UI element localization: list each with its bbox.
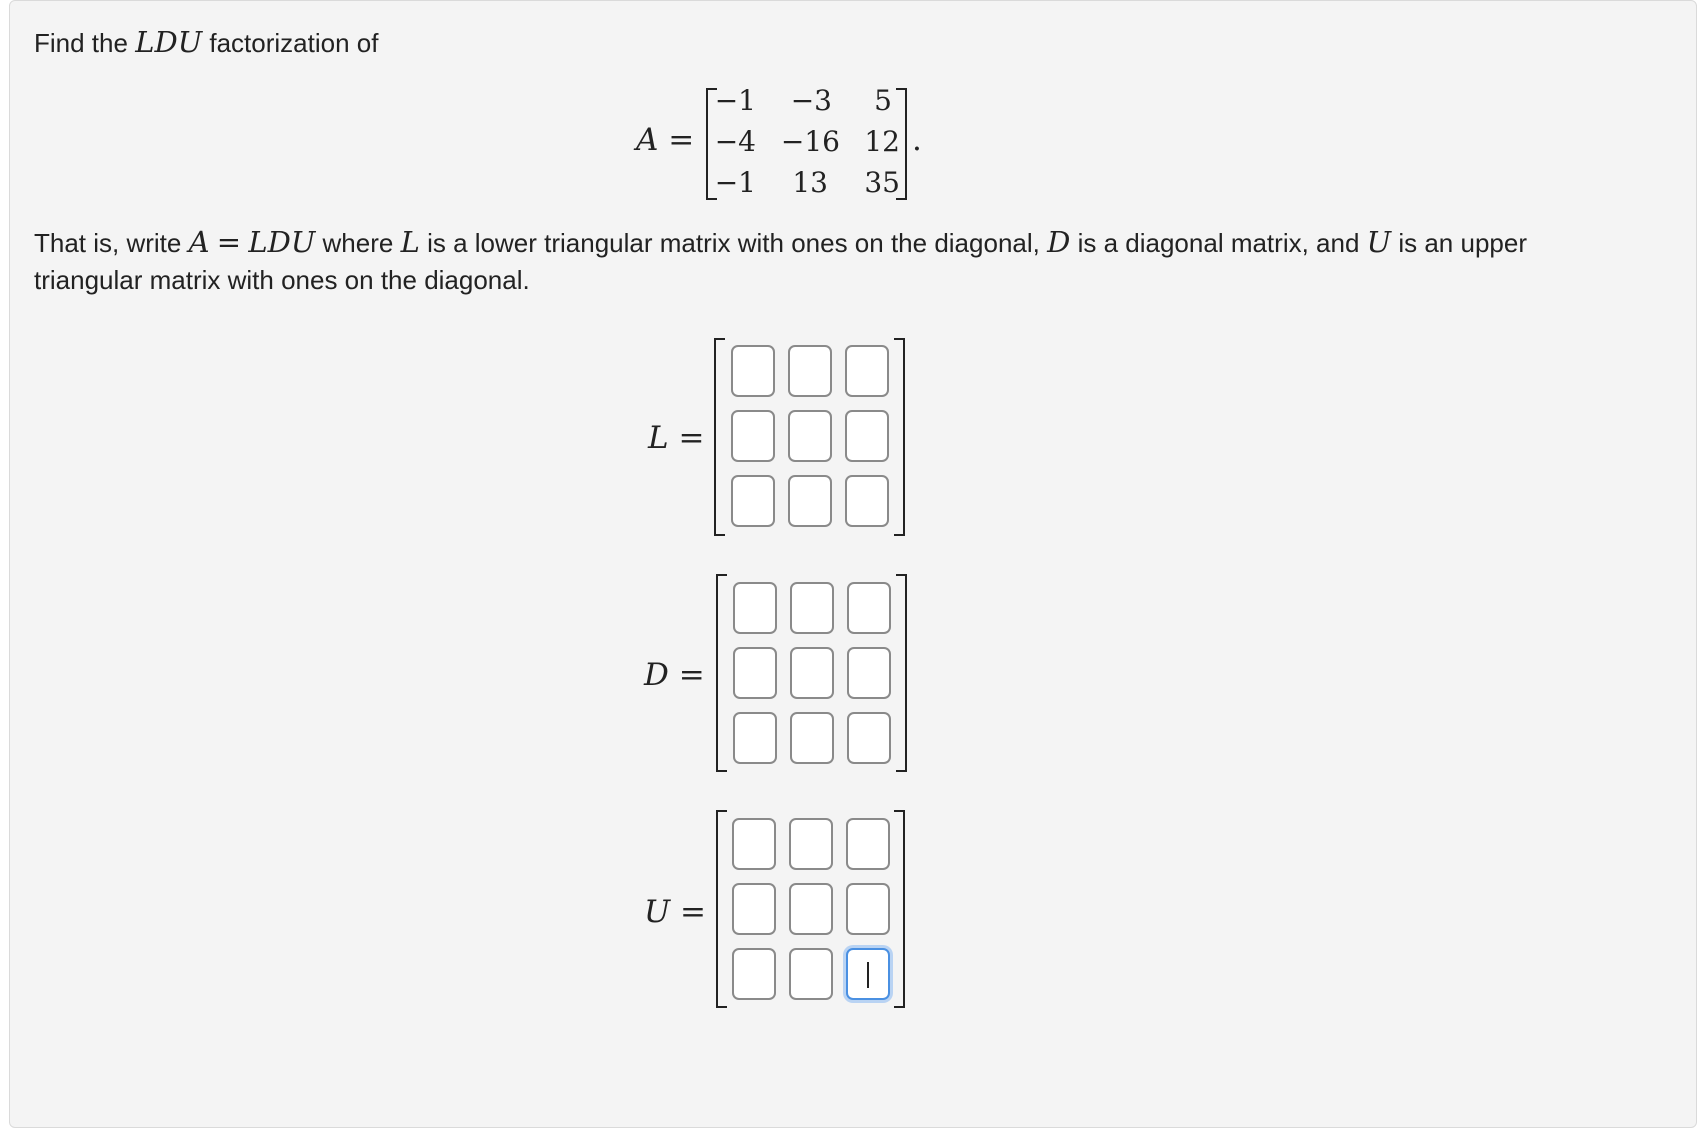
- l-input-r2c1[interactable]: [731, 410, 775, 462]
- description-text: [34, 222, 1684, 264]
- l-input-r1c2[interactable]: [788, 345, 832, 397]
- d-input-r3c1[interactable]: [733, 712, 777, 764]
- matrix-a-cell: −3: [790, 84, 832, 117]
- l-input-r3c3[interactable]: [845, 475, 889, 527]
- d-input-r2c3[interactable]: [847, 647, 891, 699]
- l-input-r3c1[interactable]: [731, 475, 775, 527]
- desc-var: D: [1047, 225, 1071, 259]
- equals-sign: =: [678, 420, 705, 456]
- text-caret: [867, 962, 869, 988]
- desc-var: A: [188, 225, 210, 259]
- matrix-a-cell: −4: [714, 125, 756, 158]
- matrix-a-cell: −16: [780, 125, 840, 158]
- desc-part: is an upper: [1398, 228, 1527, 258]
- matrix-l-label: [648, 420, 704, 456]
- matrix-d-right-bracket: [896, 574, 907, 772]
- l-input-r2c3[interactable]: [845, 410, 889, 462]
- matrix-a-period: .: [912, 122, 922, 158]
- d-input-r1c2[interactable]: [790, 582, 834, 634]
- matrix-a-cell: 35: [864, 166, 900, 199]
- desc-part: That is, write: [34, 228, 182, 258]
- l-input-r2c2[interactable]: [788, 410, 832, 462]
- desc-var: LDU: [248, 225, 316, 259]
- u-input-r3c2[interactable]: [789, 948, 833, 1000]
- matrix-d-label: [644, 657, 705, 693]
- equals-sign: =: [678, 657, 705, 693]
- matrix-a-cell: 13: [792, 166, 828, 199]
- intro-text: [34, 22, 378, 64]
- u-input-r1c1[interactable]: [732, 818, 776, 870]
- matrix-d-var: D: [644, 657, 669, 693]
- intro-suffix: factorization of: [209, 28, 379, 58]
- description-line2: triangular matrix with ones on the diagonal.: [34, 265, 530, 295]
- matrix-l-right-bracket: [894, 338, 905, 536]
- matrix-a-var: A: [636, 122, 659, 158]
- u-input-r1c2[interactable]: [789, 818, 833, 870]
- matrix-u-label: [644, 894, 706, 930]
- u-input-r3c3[interactable]: [846, 948, 890, 1000]
- d-input-r2c1[interactable]: [733, 647, 777, 699]
- d-input-r1c3[interactable]: [847, 582, 891, 634]
- desc-var: L: [400, 225, 420, 259]
- u-input-r2c2[interactable]: [789, 883, 833, 935]
- d-input-r3c2[interactable]: [790, 712, 834, 764]
- intro-prefix: Find the: [34, 28, 128, 58]
- d-input-r2c2[interactable]: [790, 647, 834, 699]
- desc-part: where: [322, 228, 394, 258]
- matrix-l-left-bracket: [714, 338, 725, 536]
- intro-var: LDU: [135, 25, 203, 59]
- matrix-u-left-bracket: [716, 810, 727, 1008]
- l-input-r1c3[interactable]: [845, 345, 889, 397]
- matrix-u-var: U: [644, 894, 671, 930]
- l-input-r3c2[interactable]: [788, 475, 832, 527]
- u-input-r1c3[interactable]: [846, 818, 890, 870]
- desc-part: is a lower triangular matrix with ones on the diagonal,: [427, 228, 1040, 258]
- matrix-a-cell: −1: [714, 166, 756, 199]
- matrix-d-left-bracket: [716, 574, 727, 772]
- matrix-u-right-bracket: [894, 810, 905, 1008]
- u-input-r2c3[interactable]: [846, 883, 890, 935]
- desc-part: is a diagonal matrix, and: [1077, 228, 1360, 258]
- d-input-r1c1[interactable]: [733, 582, 777, 634]
- desc-equals: =: [216, 225, 242, 259]
- matrix-a-cell: 12: [864, 125, 900, 158]
- desc-var: U: [1366, 225, 1392, 259]
- l-input-r1c1[interactable]: [731, 345, 775, 397]
- matrix-a-cell: −1: [714, 84, 756, 117]
- equals-sign: =: [680, 894, 706, 930]
- matrix-a-cell: 5: [874, 84, 892, 117]
- u-input-r3c1[interactable]: [732, 948, 776, 1000]
- matrix-l-var: L: [648, 420, 669, 456]
- d-input-r3c3[interactable]: [847, 712, 891, 764]
- equals-sign: =: [668, 122, 695, 158]
- u-input-r2c1[interactable]: [732, 883, 776, 935]
